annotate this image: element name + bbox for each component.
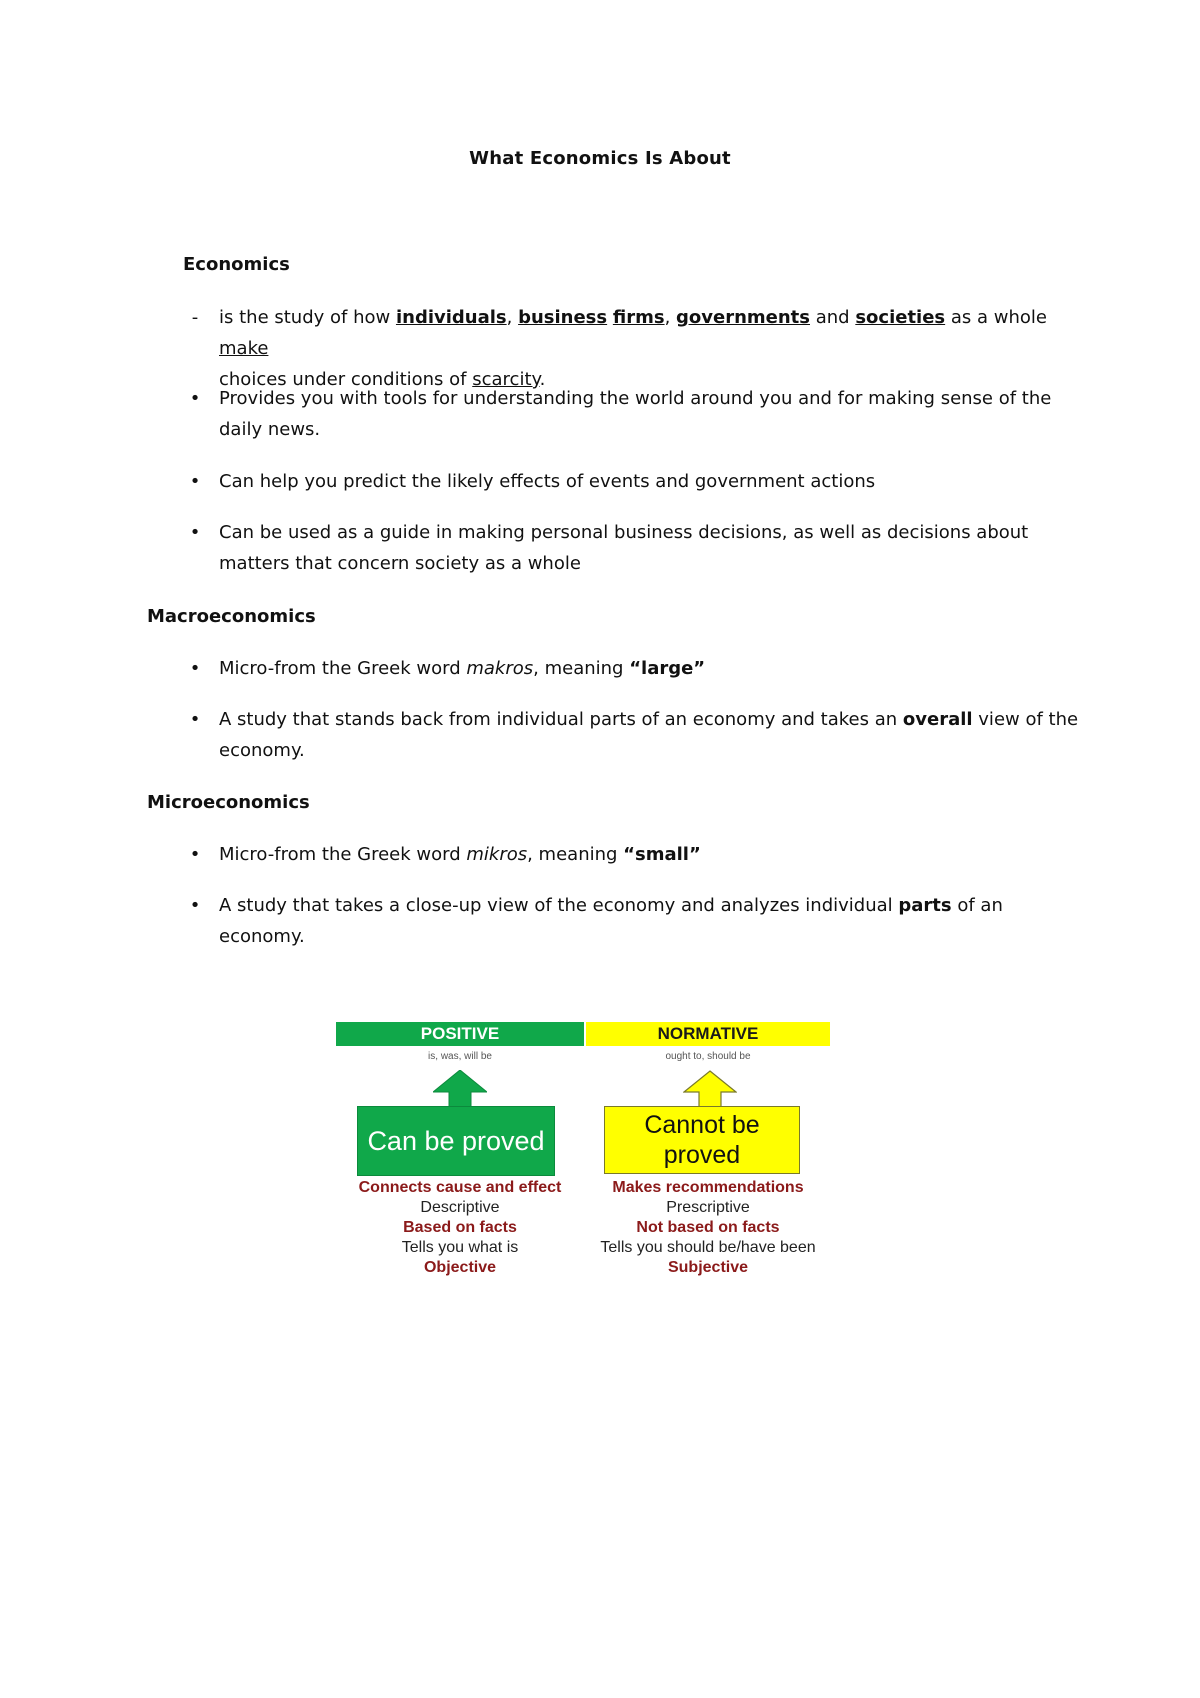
economics-bullet-3 [189, 517, 1059, 579]
economics-bullet-2 [189, 466, 1079, 497]
bullet-text: A study that stands back from individual parts of an economy and takes an [219, 709, 903, 730]
term-governments: governments [676, 307, 810, 328]
emphasis-word: parts [898, 895, 952, 916]
bullet-text: Can be used as a guide in making personal business decisions, as well as decisions about matters that concern society as a whole [219, 522, 1029, 574]
bullet-marker: • [189, 895, 201, 916]
micro-bullet-2 [189, 890, 1019, 952]
positive-header: POSITIVE [336, 1022, 584, 1046]
bullet-text: Can help you predict the likely effects of events and government actions [219, 471, 876, 492]
emphasis-word: overall [902, 709, 973, 730]
positive-traits-list [336, 1178, 584, 1278]
economics-bullet-1 [189, 383, 1079, 445]
normative-trait: Prescriptive [666, 1199, 750, 1216]
greek-word: makros [466, 658, 534, 679]
bullet-marker: • [189, 388, 201, 409]
positive-subtitle: is, was, will be [428, 1051, 492, 1062]
micro-bullet-1 [189, 839, 1079, 870]
bullet-text: A study that takes a close-up view of the economy and analyzes individual [219, 895, 899, 916]
bullet-text: Micro-from the Greek word [219, 844, 467, 865]
greek-word: mikros [466, 844, 528, 865]
meaning-word: “large” [629, 658, 706, 679]
positive-trait: Objective [423, 1259, 497, 1276]
bullet-text: , meaning [527, 844, 624, 865]
bullet-marker: • [189, 471, 201, 492]
normative-subtitle: ought to, should be [665, 1051, 751, 1062]
bullet-text: , meaning [533, 658, 630, 679]
normative-trait: Subjective [667, 1259, 749, 1276]
normative-traits-list [586, 1178, 830, 1278]
term-firms: firms [612, 307, 665, 328]
bullet-text: view of the economy. [219, 709, 1079, 761]
term-societies: societies [855, 307, 946, 328]
economics-definition [191, 302, 1079, 395]
can-be-proved-text: Can be proved [367, 1125, 545, 1156]
positive-normative-diagram [336, 1022, 830, 1292]
economics-heading: Economics [183, 254, 290, 275]
bullet-text: Provides you with tools for understanding the world around you and for making sense of the daily news. [219, 388, 1052, 440]
bullet-text: of an economy. [219, 895, 1003, 947]
page-title: What Economics Is About [469, 148, 731, 169]
bullet-marker: • [189, 522, 201, 543]
definition-text: as a whole [945, 307, 1047, 328]
dash-marker: - [191, 307, 199, 328]
term-business: business [518, 307, 608, 328]
positive-trait: Descriptive [420, 1199, 500, 1216]
punct: . [539, 369, 546, 390]
positive-trait: Based on facts [403, 1219, 517, 1236]
positive-trait: Connects cause and effect [358, 1179, 562, 1196]
term-individuals: individuals [395, 307, 507, 328]
microeconomics-heading: Microeconomics [147, 792, 310, 813]
definition-text: is the study of how [219, 307, 396, 328]
normative-trait: Not based on facts [636, 1219, 780, 1236]
normative-header: NORMATIVE [586, 1022, 830, 1046]
macro-bullet-2 [189, 704, 1079, 766]
definition-text: choices under conditions of [219, 369, 473, 390]
conj: and [810, 307, 856, 328]
can-be-proved-box [357, 1106, 555, 1176]
term-make: make [219, 338, 269, 359]
bullet-marker: • [189, 658, 201, 679]
macro-bullet-1 [189, 653, 1079, 684]
positive-trait: Tells you what is [401, 1239, 519, 1256]
proved-text: proved [663, 1141, 741, 1169]
punct: , [664, 307, 677, 328]
meaning-word: “small” [623, 844, 701, 865]
bullet-marker: • [189, 709, 201, 730]
bullet-text: Micro-from the Greek word [219, 658, 467, 679]
normative-trait: Makes recommendations [612, 1179, 804, 1196]
punct: , [506, 307, 519, 328]
term-scarcity: scarcity [472, 369, 540, 390]
bullet-marker: • [189, 844, 201, 865]
macroeconomics-heading: Macroeconomics [147, 606, 316, 627]
cannot-be-text: Cannot be [644, 1111, 760, 1139]
normative-trait: Tells you should be/have been [600, 1239, 816, 1256]
cannot-be-proved-box [604, 1106, 800, 1174]
